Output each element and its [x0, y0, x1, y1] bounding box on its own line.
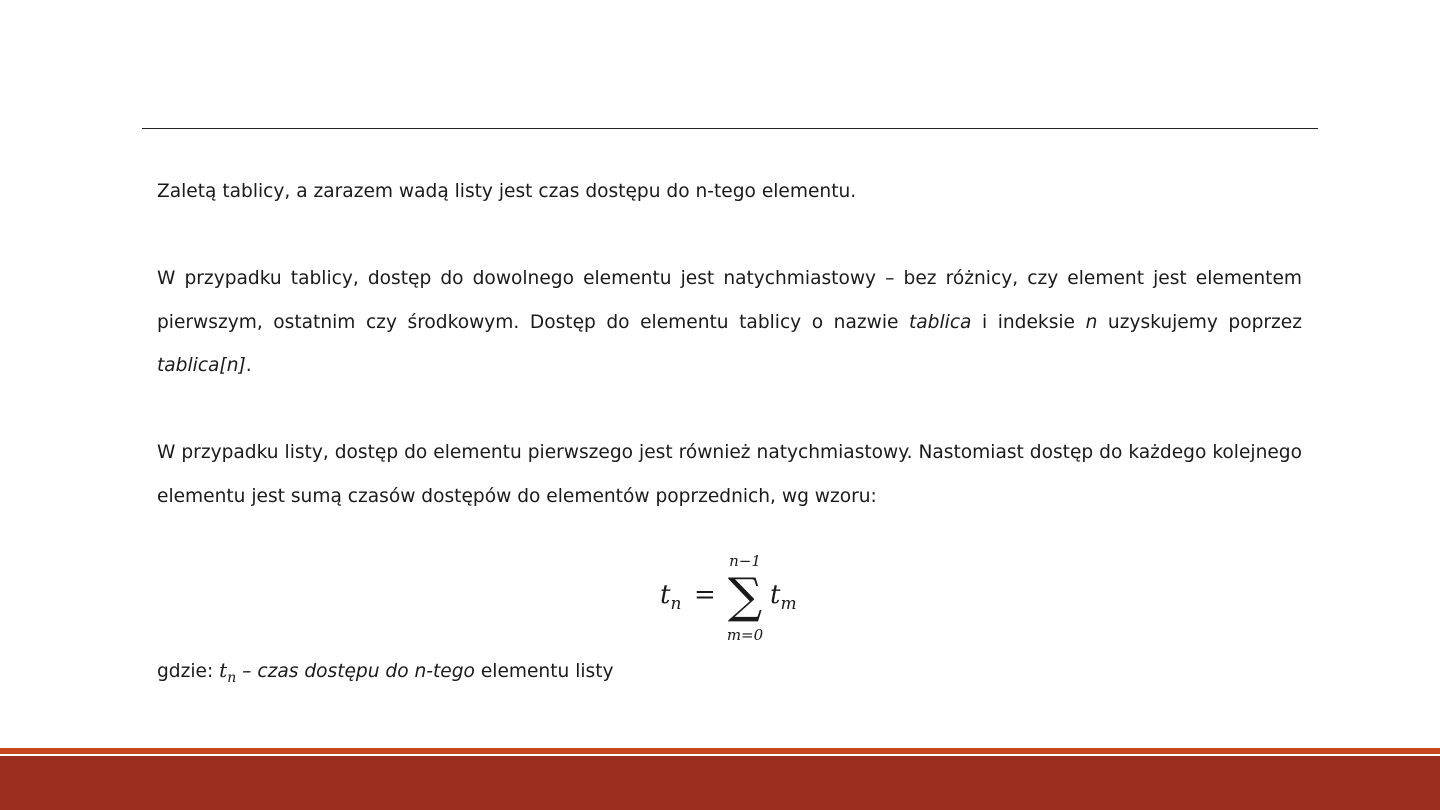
paragraph-array-access-text-1: W przypadku tablicy, dostęp do dowolnego elementu jest natychmiastowy – bez różnicy, czy element jest elementem pierwszym, ostatnim czy środkowym. Dostęp do elementu tablicy o nazwie	[157, 268, 1302, 333]
paragraph-array-access-text-4: .	[245, 355, 252, 376]
legend-definition: – czas dostępu do n-tego	[236, 661, 475, 682]
legend-prefix: gdzie:	[157, 661, 220, 682]
sigma-symbol: ∑	[727, 568, 763, 624]
formula-upper-limit: n−1	[729, 552, 761, 570]
paragraph-array-access	[157, 257, 1302, 388]
footer-accent-line	[0, 748, 1440, 754]
footer-bar	[0, 756, 1440, 810]
formula-lhs	[660, 580, 681, 614]
legend-var: t	[219, 658, 228, 682]
paragraph-list-access: W przypadku listy, dostęp do elementu pierwszego jest również natychmiastowy. Nastomiast dostęp do każdego kolejnego elementu jest sumą czasów dostępów do elementów poprzednich, wg wzoru:	[157, 442, 1302, 507]
paragraph-array-access-text-3: uzyskujemy poprzez	[1097, 311, 1303, 333]
sum-formula	[660, 552, 820, 648]
formula-lhs-sub: n	[670, 594, 682, 614]
formula-legend	[157, 652, 614, 696]
paragraph-array-access-text-2: i indeksie	[971, 311, 1086, 333]
legend-var-sub: n	[227, 670, 237, 686]
term-tablica-index: tablica[n]	[157, 355, 246, 376]
legend-suffix: elementu listy	[474, 661, 614, 682]
legend-variable	[219, 658, 237, 686]
formula-rhs	[770, 580, 797, 614]
term-tablica: tablica	[909, 311, 972, 333]
formula-lhs-var: t	[660, 580, 671, 610]
formula-rhs-var: t	[770, 580, 781, 610]
term-n: n	[1085, 311, 1098, 333]
formula-rhs-sub: m	[780, 594, 797, 614]
paragraph-array-advantage: Zaletą tablicy, a zarazem wadą listy jest czas dostępu do n-tego elementu.	[157, 181, 857, 202]
title-divider	[142, 128, 1318, 129]
formula-equals: =	[694, 580, 716, 610]
slide-body	[157, 170, 1302, 518]
formula-lower-limit: m=0	[726, 626, 764, 644]
